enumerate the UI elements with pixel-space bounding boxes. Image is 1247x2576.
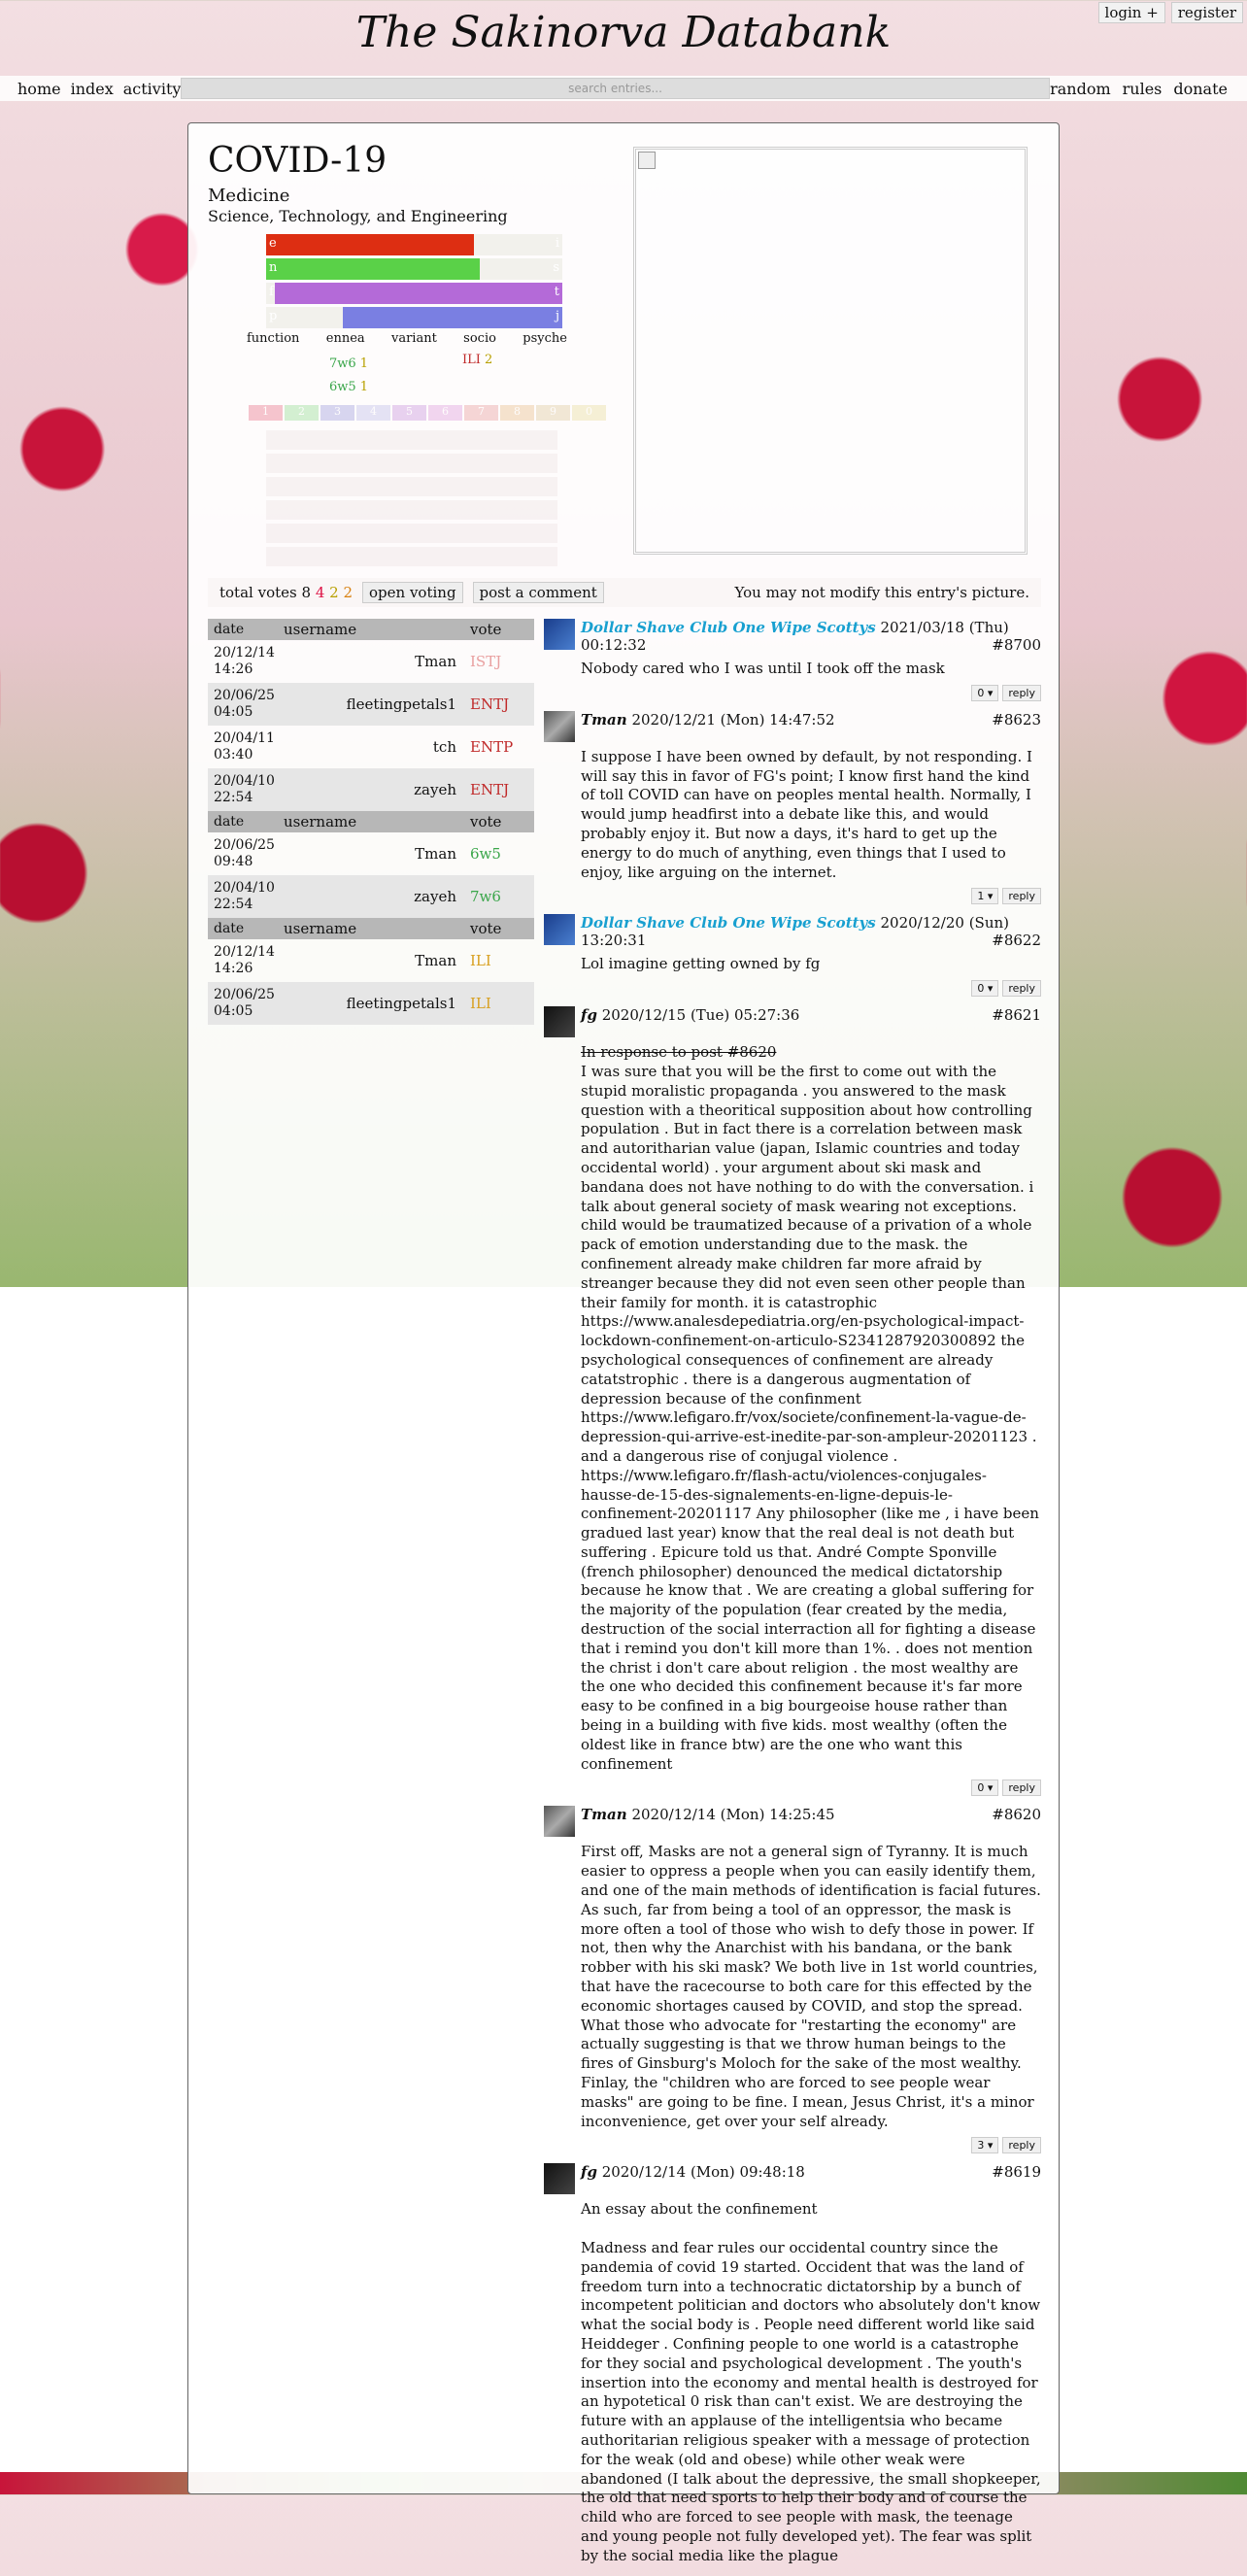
function-bar [266,258,562,280]
votes-table [208,619,534,1025]
entry-title: COVID-19 [208,141,388,181]
comment-post-number[interactable]: #8700 [992,636,1041,654]
comment-footer [544,888,1041,904]
login-button[interactable]: login + [1098,2,1165,23]
socio-vote-type: ILI [462,353,481,367]
comment-date: 2020/12/14 (Mon) 14:25:45 [626,1806,835,1824]
table-row [208,982,534,1025]
nav-link-random[interactable]: random [1050,79,1111,98]
nav-link-activity[interactable]: activity [122,79,182,98]
comment-meta [581,1006,1041,1024]
picture-note: You may not modify this entry's picture. [734,584,1029,601]
nav-right [1050,80,1247,98]
vote-toolbar [208,578,1041,607]
function-bar-right-label: s [553,260,559,275]
vote-username[interactable]: Tman [415,845,456,863]
comment-text: I suppose I have been owned by default, by not responding. I will say this in favor of FG's point; I know first hand the kind of toll COVID can have on peoples mental health. Normally, I would jump headfirst into a debate like this, and would probably enjoy it. But now a days, it's hard to get up the energy to do much of anything, even things that I used to enjoy, like arguing on the internet. [581,747,1032,881]
vote-type: ENTP [470,738,514,756]
comment-date: 2020/12/20 (Sun) 13:20:31 [581,914,1010,950]
comment-footer [544,2137,1041,2153]
header-date: date [214,920,245,936]
comment-author[interactable]: Tman [581,710,627,729]
vote-username[interactable]: zayeh [414,781,456,798]
votes-table-header [208,811,534,832]
function-bar-right-label: t [554,285,559,299]
comment-post-number[interactable]: #8623 [992,710,1041,729]
faded-number: 1 [249,405,283,421]
avatar[interactable] [544,619,575,650]
faded-bar [266,500,557,520]
table-row [208,726,534,768]
function-bar-right-label: i [555,236,559,251]
faded-number-strip [249,405,606,421]
total-votes-count: 2 [343,584,354,601]
total-votes-count: 8 [301,584,312,601]
function-bar [266,307,562,328]
nav-left [0,80,181,98]
avatar[interactable] [544,914,575,945]
faded-number: 5 [392,405,426,421]
vote-type: ILI [470,995,491,1012]
votes-table-header [208,918,534,939]
function-bar-left-label: e [269,236,277,251]
column-socio[interactable]: socio [463,331,496,346]
nav-link-index[interactable]: index [70,79,114,98]
faded-number: 4 [356,405,390,421]
header-vote: vote [470,920,502,937]
ennea-votes [329,353,368,399]
function-bars [266,234,562,331]
function-bar-left-label: f [269,285,274,299]
comment-header [544,619,1041,654]
comments-list [544,619,1041,2576]
faded-number: 3 [320,405,354,421]
socio-votes [462,353,492,367]
function-bar-fill [343,307,562,328]
header-vote: vote [470,621,502,638]
comment-footer [544,980,1041,997]
votes-table-body [208,939,534,1025]
votes-table-body [208,640,534,811]
comment-score[interactable]: 3 ▾ [971,2137,998,2153]
table-row [208,832,534,875]
vote-type: ISTJ [470,653,502,670]
vote-date: 20/04/11 03:40 [214,730,275,763]
function-bar [266,283,562,304]
comment-author[interactable]: Tman [581,1806,627,1824]
vote-username[interactable]: zayeh [414,888,456,905]
vote-date: 20/12/14 14:26 [214,645,275,677]
table-row [208,939,534,982]
comment [544,914,1041,997]
comment-score[interactable]: 0 ▾ [971,1779,998,1796]
faded-number: 6 [428,405,462,421]
vote-type: ILI [470,952,491,969]
vote-username[interactable]: fleetingpetals1 [346,695,456,713]
avatar[interactable] [544,711,575,742]
comment-footer [544,685,1041,701]
function-bar-right-label: j [555,309,559,323]
function-bar-left-label: p [269,309,278,323]
comment [544,711,1041,905]
reply-button[interactable]: reply [1002,888,1041,904]
comment-author[interactable]: fg [581,2163,597,2182]
column-function[interactable]: function [247,331,300,346]
faded-bar [266,547,557,566]
vote-date: 20/04/10 22:54 [214,880,275,912]
function-bar-left-label: n [269,260,278,275]
comment-author[interactable]: Dollar Shave Club One Wipe Scottys [581,619,876,636]
comment-score[interactable]: 0 ▾ [971,980,998,997]
comment-post-number[interactable]: #8621 [992,1006,1041,1025]
comment-body [581,955,1041,974]
ennea-vote-type: 6w5 [329,380,356,394]
faded-number: 8 [500,405,534,421]
comment [544,619,1041,701]
comment-header [544,914,1041,949]
reply-to-link[interactable]: In response to post #8620 [581,1043,777,1062]
column-variant[interactable]: variant [391,331,437,346]
comment-post-number[interactable]: #8622 [992,932,1041,950]
table-row [208,875,534,918]
comment-text: First off, Masks are not a general sign of Tyranny. It is much easier to oppress a people when you can easily identify them, and one of the main methods of identification is facial futures. As such, far from being a tool of an oppressor, the mask is more often a tool of those who wish to defy those in power. If not, then why the Anarchist with his bandana, or the bank robber with his ski mask? We both live in 1st world countries, that have the racecourse to both care for this effected by the economic shortages caused by COVID, and stop the spread. What those who advocate for "restarting the economy" are actually suggesting is that we throw human beings to the fires of Ginsburg's Moloch for the sake of the most wealthy. Finlay, the "children who are forced to see people wear masks" are going to be fine. I mean, Jesus Christ, it's a minor inconvenience, get over your self already. [581,1843,1041,2130]
header-username: username [284,813,357,830]
comment-score[interactable]: 0 ▾ [971,685,998,701]
comment-header [544,1006,1041,1037]
entry-panel [187,122,1060,2564]
navbar [0,76,1247,101]
ennea-vote [329,353,368,376]
table-row [208,768,534,811]
socio-vote [462,353,492,367]
vote-type: ENTJ [470,695,510,713]
vote-username[interactable]: tch [432,738,456,756]
comment-post-number[interactable]: #8620 [992,1806,1041,1824]
function-bar-fill [266,258,480,280]
account-links [1098,2,1243,23]
header-date: date [214,813,245,830]
vote-type: ENTJ [470,781,510,798]
comment-meta [581,1806,1041,1823]
faded-bar [266,454,557,473]
comment-text: I was sure that you will be the first to come out with the stupid moralistic propaganda . you answered to the mask question with a theoritical supposition about how controlling population . But in fact there is a correlation between mask and autoritharian value (japan, Islamic countries and today occidental world) . your argument about ski mask and bandana does not have nothing to do with the conversation. i talk about general society of mask wearing not exceptions. child would be traumatized because of a privation of a whole pack of emotion understanding due to the mask. the confinement already make children far more afraid by streanger because they did not even seen other people than their family for month. it is catastrophic https://www.analesdepediatria.org/en-psychological-impact-lockdown-confinement-on-articulo-S2341287920300892 the psychological consequences of confinement are already catatstrophic . there is a dangerous augmentation of depression because of the confinment https://www.lefigaro.fr/vox/societe/confinement-la-vague-de-depression-qui-arrive-est-inedite-par-son-ampleur-20201123 . and a dangerous rise of conjugal violence . https://www.lefigaro.fr/flash-actu/violences-conjugales-hausse-de-15-des-signalements-en-ligne-depuis-le-confinement-20201117 Any philosopher (like me , i have been gradued last year) know that the real deal is not death but suffering . Epicure told us that. André Compte Sponville (french philosopher) denounced the medical dictatorship because he know that . We are creating a global suffering for the majority of the population (fear created by the media, destruction of the social interraction all for fighting a disease that i remind you don't kill more than 1%. . does not mention the christ i don't care about religion . the most wealthy are the one who decided this confinement because it's far more easy to be confined in a big bourgeoise house rather than being in a building with five kids. most wealthy (often the oldest like in france btw) are the one who want this confinement [581,1062,1039,1773]
avatar[interactable] [544,1006,575,1037]
comment [544,2163,1041,2565]
nav-link-rules[interactable]: rules [1122,79,1163,98]
comment-author[interactable]: fg [581,1006,597,1025]
comment-score[interactable]: 1 ▾ [971,888,998,904]
comment-author[interactable]: Dollar Shave Club One Wipe Scottys [581,914,876,932]
comment-meta [581,619,1041,654]
avatar[interactable] [544,2163,575,2194]
votes-table-body [208,832,534,918]
reply-button[interactable]: reply [1002,2137,1041,2153]
header-username: username [284,621,357,638]
reply-button[interactable]: reply [1002,685,1041,701]
vote-type: 7w6 [470,888,501,905]
vote-date: 20/12/14 14:26 [214,944,275,976]
open-voting-button[interactable]: open voting [362,582,463,603]
table-row [208,640,534,683]
faded-bars [266,430,557,570]
faded-number: 0 [572,405,606,421]
function-bar-fill [266,234,474,255]
comment-body [581,1043,1041,1774]
comment-text: Nobody cared who I was until I took off the mask [581,660,945,677]
nav-link-donate[interactable]: donate [1173,79,1228,98]
socio-vote-count: 2 [480,353,493,367]
vote-username[interactable]: fleetingpetals1 [346,995,456,1012]
entry-category[interactable]: Medicine [208,186,290,206]
votes-table-header [208,619,534,640]
column-psyche[interactable]: psyche [522,331,567,346]
comment-body [581,748,1041,883]
vote-date: 20/06/25 04:05 [214,987,275,1019]
comment-header [544,2163,1041,2194]
nav-link-home[interactable]: home [17,79,61,98]
faded-bar [266,477,557,496]
function-bar-fill [275,283,562,304]
comment-meta [581,711,1041,729]
vote-type: 6w5 [470,845,501,863]
reply-button[interactable]: reply [1002,980,1041,997]
column-ennea[interactable]: ennea [325,331,365,346]
header-username: username [284,920,357,937]
ennea-vote-type: 7w6 [329,356,356,371]
total-votes-text: total votes [219,584,297,601]
avatar[interactable] [544,1806,575,1837]
vote-date: 20/06/25 09:48 [214,837,275,869]
register-button[interactable]: register [1171,2,1243,23]
vote-username[interactable]: Tman [415,653,456,670]
vote-date: 20/04/10 22:54 [214,773,275,805]
comment [544,1806,1041,2153]
post-comment-button[interactable]: post a comment [473,582,604,603]
comment-body [581,660,1041,679]
comment-body [581,1843,1041,2131]
comment-date: 2021/03/18 (Thu) 00:12:32 [581,619,1009,654]
entry-picture [633,147,1028,555]
comment-footer [544,1779,1041,1796]
function-bar [266,234,562,255]
faded-number: 2 [285,405,319,421]
comment-date: 2020/12/21 (Mon) 14:47:52 [626,710,835,729]
comment-date: 2020/12/14 (Mon) 09:48:18 [596,2163,805,2182]
reply-button[interactable]: reply [1002,1779,1041,1796]
table-row [208,683,534,726]
comment-header [544,711,1041,742]
total-votes-label [219,584,353,601]
vote-username[interactable]: Tman [415,952,456,969]
type-columns [247,331,567,346]
total-votes-count: 4 [315,584,325,601]
entry-subcategory[interactable]: Science, Technology, and Engineering [208,207,508,225]
comment-text: Lol imagine getting owned by fg [581,955,821,973]
site-title[interactable]: The Sakinorva Databank [355,8,892,57]
comment-header [544,1806,1041,1837]
header-date: date [214,621,245,637]
ennea-vote [329,376,368,399]
header-vote: vote [470,813,502,830]
comment-meta [581,914,1041,949]
faded-number: 9 [536,405,570,421]
faded-bar [266,430,557,450]
comment [544,1006,1041,1796]
vote-date: 20/06/25 04:05 [214,688,275,720]
comment-body [581,2200,1041,2565]
comment-meta [581,2163,1041,2181]
total-votes-count: 2 [329,584,339,601]
search-input[interactable]: search entries... [181,78,1050,99]
faded-number: 7 [464,405,498,421]
faded-bar [266,524,557,543]
broken-image-icon [638,152,656,169]
ennea-vote-count: 1 [355,356,369,371]
comment-post-number[interactable]: #8619 [992,2163,1041,2182]
comment-text: An essay about the confinement Madness and fear rules our occidental country since the pandemia of covid 19 started. Occident that was the land of freedom turn into a technocratic dictatorship by a bunch of incompetent politician and doctors who absolutely don't know what the social body is . People need different world like said Heiddeger . Confining people to one world is a catastrophe for they social and psychological development . The youth's insertion into the economy and mental health is destroyed for an hypotetical 0 risk than can't exist. We are destroying the future with an applause of the intelligentsia who became authoritarian religious speaker with a message of protection for the weak (old and obese) while other weak were abandoned (I talk about the depressive, the small shopkeeper, the old that need sports to help their body and of course the child who are forced to see people with mask, the teenage and young people not fully developed yet). The fear was split by the social media like the plague [581,2200,1041,2564]
comment-date: 2020/12/15 (Tue) 05:27:36 [596,1006,800,1025]
ennea-vote-count: 1 [355,380,369,394]
